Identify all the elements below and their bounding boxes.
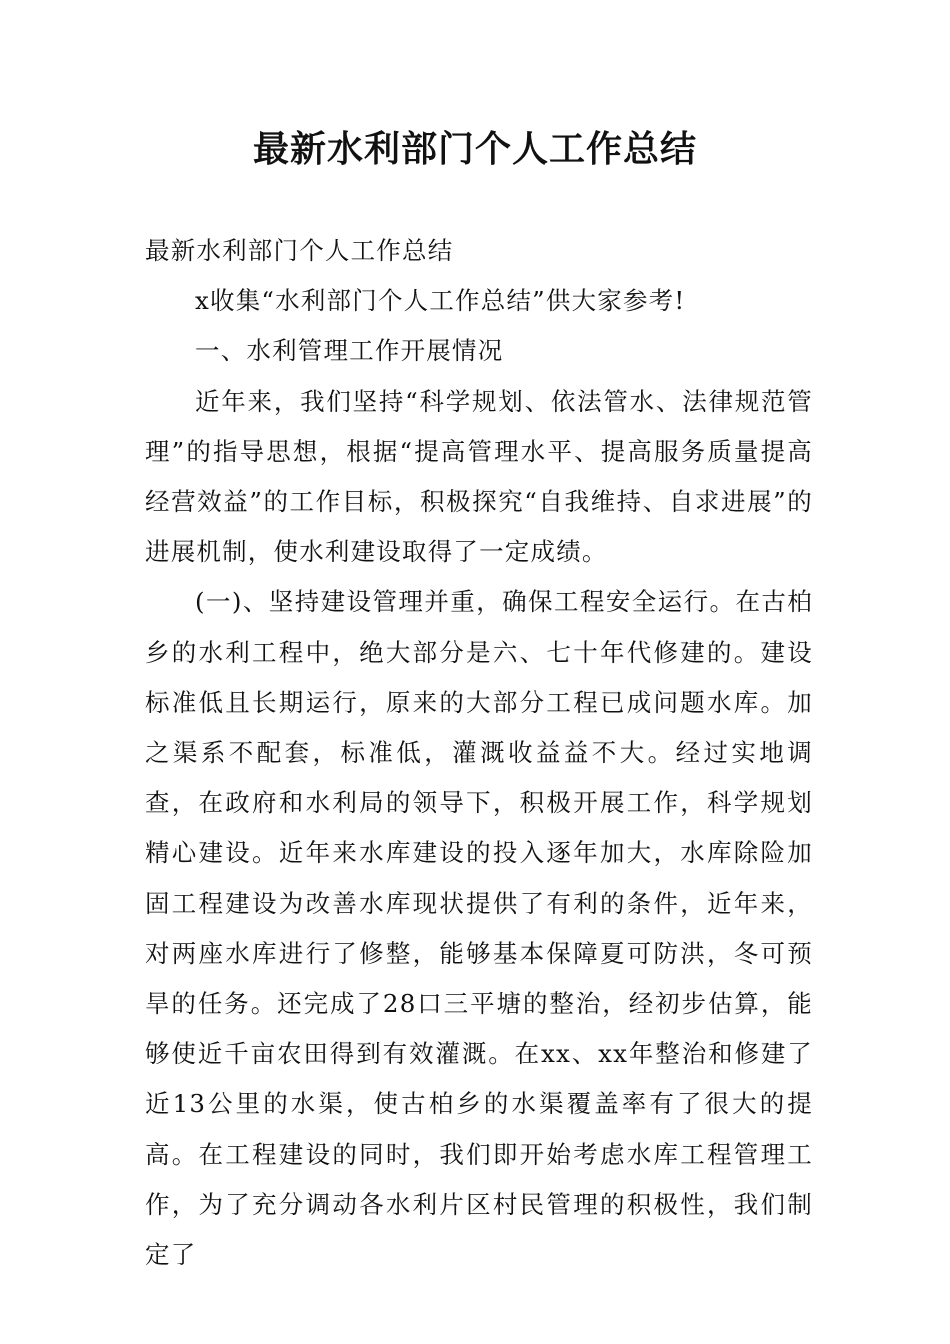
paragraph-intro: x收集“水利部门个人工作总结”供大家参考!: [195, 286, 686, 316]
section-heading: 一、水利管理工作开展情况: [195, 336, 504, 366]
paragraph: 近年来，我们坚持“科学规划、依法管水、法律规范管理”的指导思想，根据“提高管理水平、提高服务质量提高经营效益”的工作目标，积极探究“自我维持、自求进展”的进展机制，使水利建设取得了一定成绩。: [145, 386, 813, 567]
paragraph-subtitle: 最新水利部门个人工作总结: [145, 236, 454, 265]
document-title: 最新水利部门个人工作总结: [252, 129, 697, 170]
paragraph: (一)、坚持建设管理并重，确保工程安全运行。在古柏乡的水利工程中，绝大部分是六、七十年代修建的。建设标准低且长期运行，原来的大部分工程已成问题水库。加之渠系不配套，标准低，灌溉收益益不大。经过实地调查，在政府和水利局的领导下，积极开展工作，科学规划精心建设。近年来水库建设的投入逐年加大，水库除险加固工程建设为改善水库现状提供了有利的条件，近年来，对两座水库进行了修整，能够基本保障夏可防洪，冬可预旱的任务。还完成了28口三平塘的整治，经初步估算，能够使近千亩农田得到有效灌溉。在xx、xx年整治和修建了近13公里的水渠，使古柏乡的水渠覆盖率有了很大的提高。在工程建设的同时，我们即开始考虑水库工程管理工作，为了充分调动各水利片区村民管理的积极性，我们制定了: [145, 587, 813, 1270]
document-body: [145, 226, 813, 1280]
